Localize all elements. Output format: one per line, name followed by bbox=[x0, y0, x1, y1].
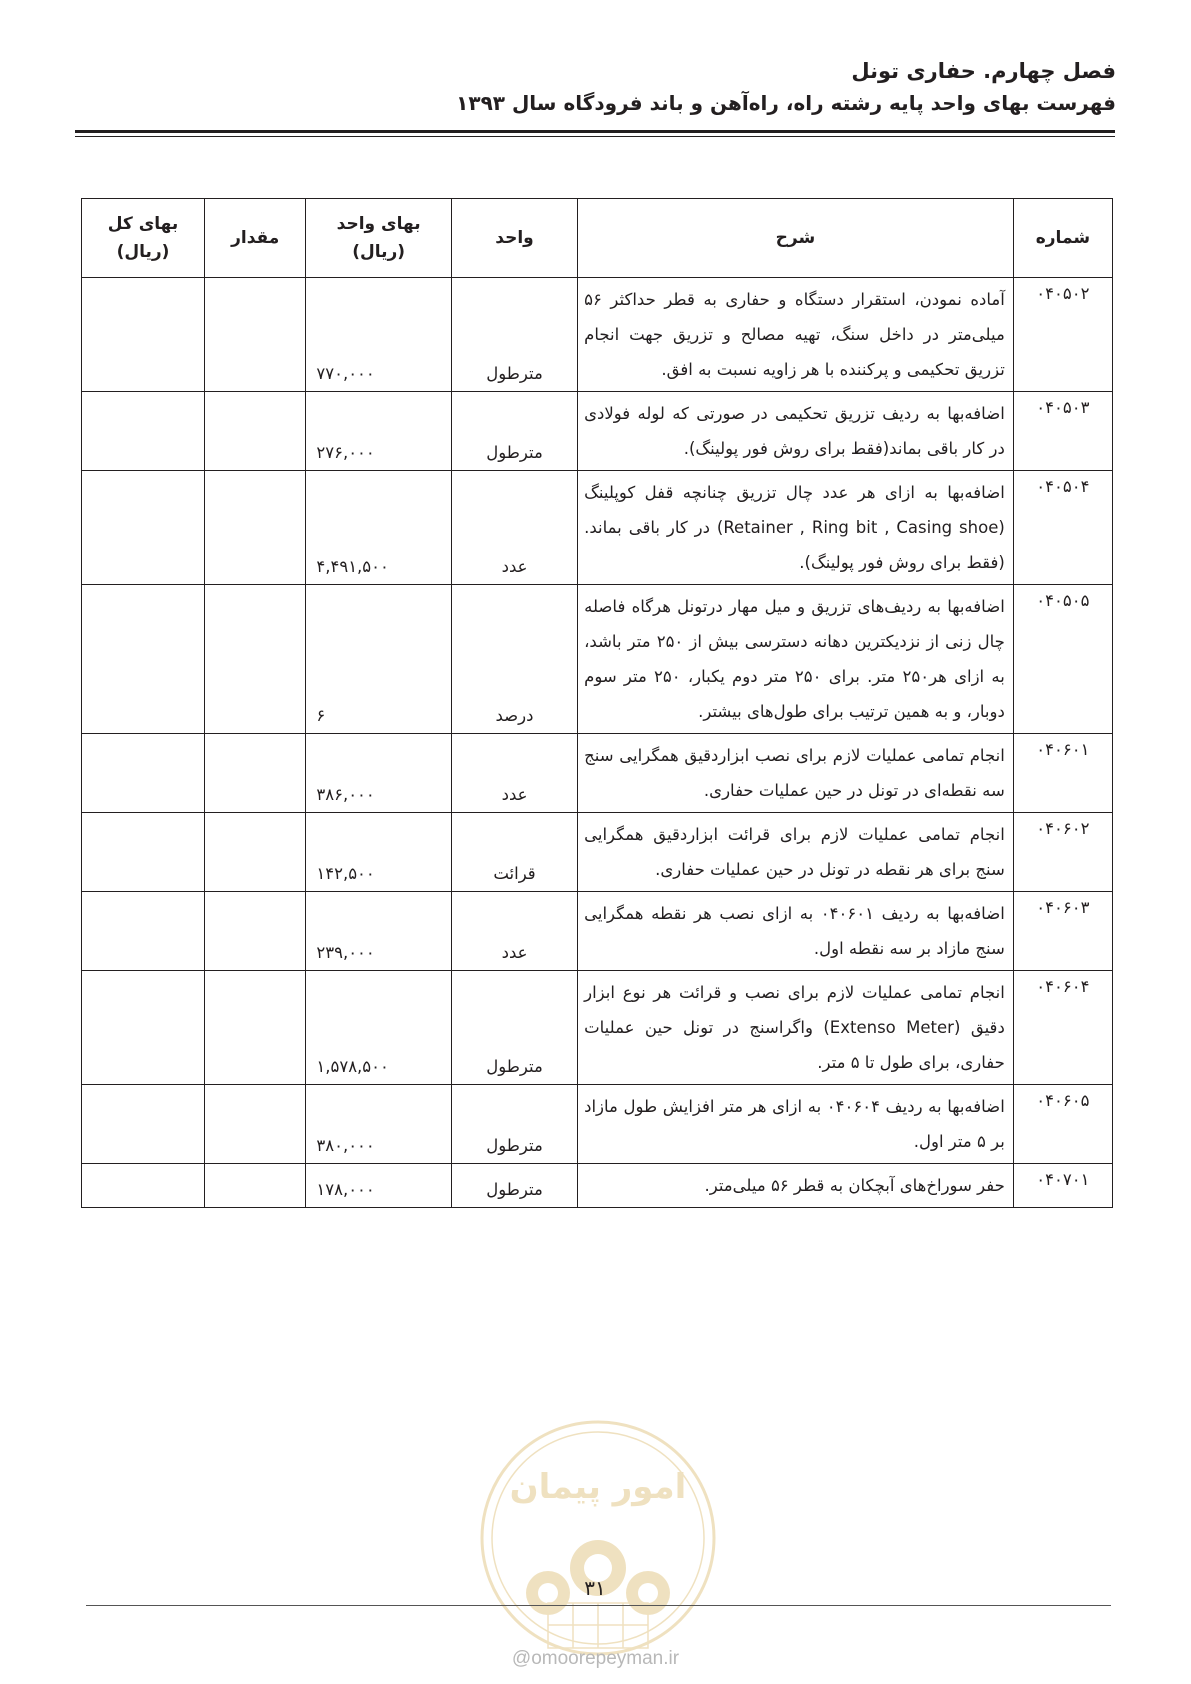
item-quantity bbox=[205, 278, 306, 392]
item-total-price bbox=[82, 734, 205, 813]
item-quantity bbox=[205, 813, 306, 892]
item-code: ۰۴۰۵۰۵ bbox=[1013, 585, 1112, 734]
item-unit: مترطول bbox=[451, 1085, 577, 1164]
item-unit-price: ۷۷۰,۰۰۰ bbox=[306, 278, 452, 392]
item-code: ۰۴۰۵۰۲ bbox=[1013, 278, 1112, 392]
table-row bbox=[82, 1085, 1113, 1164]
item-description: اضافه‌بها به ردیف ۰۴۰۶۰۴ به ازای هر متر افزایش طول مازاد بر ۵ متر اول. bbox=[578, 1085, 1014, 1164]
item-unit: عدد bbox=[451, 734, 577, 813]
item-total-price bbox=[82, 471, 205, 585]
document-subtitle: فهرست بهای واحد پایه رشته راه، راه‌آهن و باند فرودگاه سال ۱۳۹۳ bbox=[456, 91, 1116, 115]
logo-text: امور پیمان bbox=[509, 1467, 687, 1507]
item-total-price bbox=[82, 971, 205, 1085]
item-description: اضافه‌بها به ردیف‌های تزریق و میل مهار درتونل هرگاه فاصله چال زنی از نزدیکترین دهانه دسترسی بیش از ۲۵۰ متر باشد، به ازای هر۲۵۰ متر. برای ۲۵۰ متر دوم یکبار، ۲۵۰ متر سوم دوبار، و به همین ترتیب برای طول‌های بیشتر. bbox=[578, 585, 1014, 734]
item-code: ۰۴۰۵۰۴ bbox=[1013, 471, 1112, 585]
header-rule-thin bbox=[75, 136, 1115, 137]
item-unit-price: ۲۷۶,۰۰۰ bbox=[306, 392, 452, 471]
header-code: شماره bbox=[1013, 199, 1112, 278]
item-unit-price: ۱۷۸,۰۰۰ bbox=[306, 1164, 452, 1208]
item-unit-price: ۶ bbox=[306, 585, 452, 734]
item-description: اضافه‌بها به ردیف تزریق تحکیمی در صورتی که لوله فولادی در کار باقی بماند(فقط برای روش فور پولینگ). bbox=[578, 392, 1014, 471]
header-description: شرح bbox=[578, 199, 1014, 278]
header-unit-price-currency: (ریال) bbox=[352, 242, 406, 262]
item-description: انجام تمامی عملیات لازم برای نصب و قرائت هر نوع ابزار دقیق (Extenso Meter) واگراسنج در تونل حین عملیات حفاری، برای طول تا ۵ متر. bbox=[578, 971, 1014, 1085]
watermark-logo bbox=[478, 1418, 718, 1658]
item-unit: مترطول bbox=[451, 392, 577, 471]
item-quantity bbox=[205, 892, 306, 971]
table-row bbox=[82, 892, 1113, 971]
item-unit-price: ۳۸۰,۰۰۰ bbox=[306, 1085, 452, 1164]
item-quantity bbox=[205, 1085, 306, 1164]
price-list-table bbox=[81, 198, 1113, 1208]
header-unit: واحد bbox=[451, 199, 577, 278]
item-quantity bbox=[205, 1164, 306, 1208]
table-row bbox=[82, 813, 1113, 892]
item-unit: عدد bbox=[451, 471, 577, 585]
item-total-price bbox=[82, 278, 205, 392]
item-quantity bbox=[205, 585, 306, 734]
item-total-price bbox=[82, 1164, 205, 1208]
item-unit-price: ۱,۵۷۸,۵۰۰ bbox=[306, 971, 452, 1085]
item-code: ۰۴۰۶۰۲ bbox=[1013, 813, 1112, 892]
item-description: اضافه‌بها به ازای هر عدد چال تزریق چنانچه قفل کوپلینگ (Retainer , Ring bit , Casing shoe) در کار باقی بماند. (فقط برای روش فور پولینگ). bbox=[578, 471, 1014, 585]
page-number: ۳۱ bbox=[584, 1576, 606, 1600]
header-rule-thick bbox=[75, 130, 1115, 133]
item-total-price bbox=[82, 813, 205, 892]
table-row bbox=[82, 971, 1113, 1085]
item-description: انجام تمامی عملیات لازم برای قرائت ابزاردقیق همگرایی سنج برای هر نقطه در تونل در حین عملیات حفاری. bbox=[578, 813, 1014, 892]
item-unit-price: ۱۴۲,۵۰۰ bbox=[306, 813, 452, 892]
item-code: ۰۴۰۶۰۵ bbox=[1013, 1085, 1112, 1164]
item-code: ۰۴۰۶۰۱ bbox=[1013, 734, 1112, 813]
header-quantity: مقدار bbox=[205, 199, 306, 278]
grid-pattern bbox=[548, 1603, 648, 1648]
header-total-price bbox=[82, 199, 205, 278]
item-code: ۰۴۰۵۰۳ bbox=[1013, 392, 1112, 471]
table-header-row bbox=[82, 199, 1113, 278]
item-unit-price: ۳۸۶,۰۰۰ bbox=[306, 734, 452, 813]
item-total-price bbox=[82, 1085, 205, 1164]
item-unit: قرائت bbox=[451, 813, 577, 892]
page-header bbox=[76, 56, 1116, 118]
item-description: آماده نمودن، استقرار دستگاه و حفاری به قطر حداکثر ۵۶ میلی‌متر در داخل سنگ، تهیه مصالح و تزریق جهت انجام تزریق تحکیمی و پرکننده با هر زاویه نسبت به افق. bbox=[578, 278, 1014, 392]
table-row bbox=[82, 1164, 1113, 1208]
item-description: اضافه‌بها به ردیف ۰۴۰۶۰۱ به ازای نصب هر نقطه همگرایی سنج مازاد بر سه نقطه اول. bbox=[578, 892, 1014, 971]
item-quantity bbox=[205, 734, 306, 813]
table-row bbox=[82, 734, 1113, 813]
item-unit: عدد bbox=[451, 892, 577, 971]
table-row bbox=[82, 585, 1113, 734]
header-total-price-currency: (ریال) bbox=[116, 242, 170, 262]
item-quantity bbox=[205, 471, 306, 585]
item-description: حفر سوراخ‌های آبچکان به قطر ۵۶ میلی‌متر. bbox=[578, 1164, 1014, 1208]
header-unit-price bbox=[306, 199, 452, 278]
item-description: انجام تمامی عملیات لازم برای نصب ابزاردقیق همگرایی سنج سه نقطه‌ای در تونل در حین عملیات حفاری. bbox=[578, 734, 1014, 813]
header-unit-price-label: بهای واحد bbox=[336, 214, 421, 234]
item-quantity bbox=[205, 971, 306, 1085]
item-total-price bbox=[82, 392, 205, 471]
header-total-price-label: بهای کل bbox=[107, 214, 179, 234]
item-unit: درصد bbox=[451, 585, 577, 734]
chapter-title: فصل چهارم. حفاری تونل bbox=[851, 59, 1116, 83]
footer-rule bbox=[86, 1605, 1111, 1606]
item-unit: مترطول bbox=[451, 278, 577, 392]
item-unit: مترطول bbox=[451, 1164, 577, 1208]
website-watermark: @omoorepeyman.ir bbox=[511, 1648, 680, 1669]
table-row bbox=[82, 392, 1113, 471]
item-unit-price: ۴,۴۹۱,۵۰۰ bbox=[306, 471, 452, 585]
item-unit-price: ۲۳۹,۰۰۰ bbox=[306, 892, 452, 971]
item-unit: مترطول bbox=[451, 971, 577, 1085]
item-total-price bbox=[82, 585, 205, 734]
item-code: ۰۴۰۶۰۳ bbox=[1013, 892, 1112, 971]
item-quantity bbox=[205, 392, 306, 471]
table-row bbox=[82, 471, 1113, 585]
table-row bbox=[82, 278, 1113, 392]
item-total-price bbox=[82, 892, 205, 971]
item-code: ۰۴۰۶۰۴ bbox=[1013, 971, 1112, 1085]
item-code: ۰۴۰۷۰۱ bbox=[1013, 1164, 1112, 1208]
